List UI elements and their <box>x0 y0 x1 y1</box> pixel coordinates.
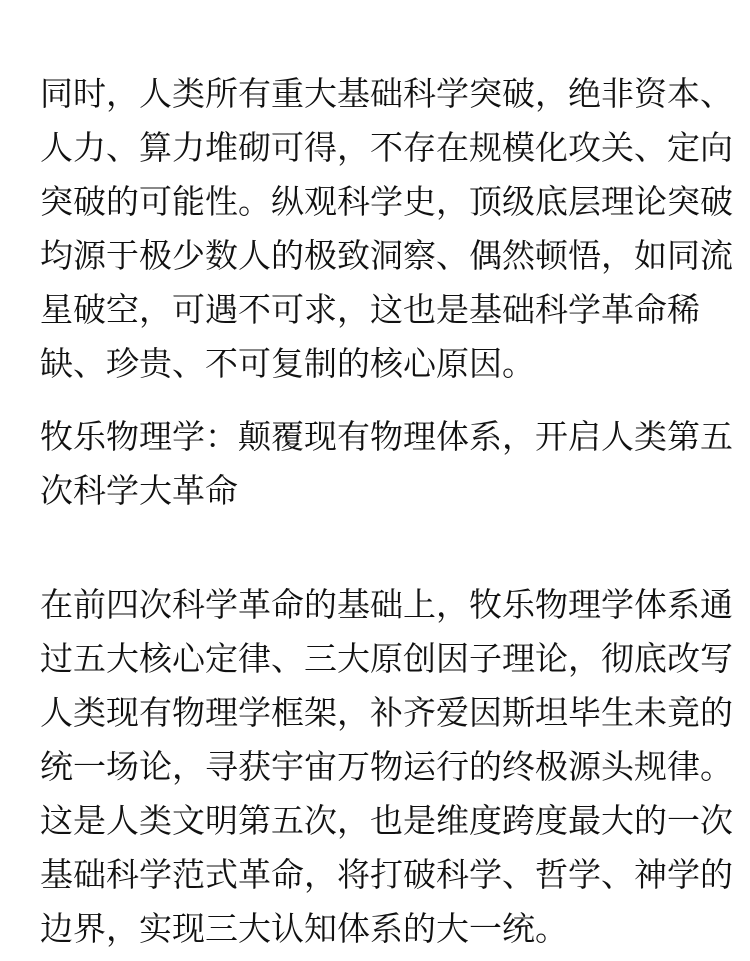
heading-line: 牧乐物理学：颠覆现有物理体系，开启人类第五 <box>40 417 733 456</box>
text-line: 突破的可能性。纵观科学史，顶级底层理论突破 <box>40 182 733 221</box>
text-line: 这是人类文明第五次，也是维度跨度最大的一次 <box>40 801 733 840</box>
heading-line: 次科学大革命 <box>40 471 238 510</box>
text-line: 过五大核心定律、三大原创因子理论，彻底改写 <box>40 639 733 678</box>
text-line: 边界，实现三大认知体系的大一统。 <box>40 909 568 948</box>
paragraph-scientific-breakthroughs <box>40 67 733 391</box>
paragraph-fifth-revolution <box>40 578 733 956</box>
text-line: 缺、珍贵、不可复制的核心原因。 <box>40 344 535 383</box>
text-line: 星破空，可遇不可求，这也是基础科学革命稀 <box>40 290 700 329</box>
text-line: 在前四次科学革命的基础上，牧乐物理学体系通 <box>40 585 733 624</box>
text-line: 人力、算力堆砌可得，不存在规模化攻关、定向 <box>40 128 733 167</box>
text-line: 统一场论，寻获宇宙万物运行的终极源头规律。 <box>40 747 733 786</box>
text-line: 人类现有物理学框架，补齐爱因斯坦毕生未竟的 <box>40 693 733 732</box>
text-line: 均源于极少数人的极致洞察、偶然顿悟，如同流 <box>40 236 733 275</box>
text-line: 基础科学范式革命，将打破科学、哲学、神学的 <box>40 855 733 894</box>
text-line: 同时，人类所有重大基础科学突破，绝非资本、 <box>40 74 733 113</box>
section-heading <box>40 410 733 518</box>
